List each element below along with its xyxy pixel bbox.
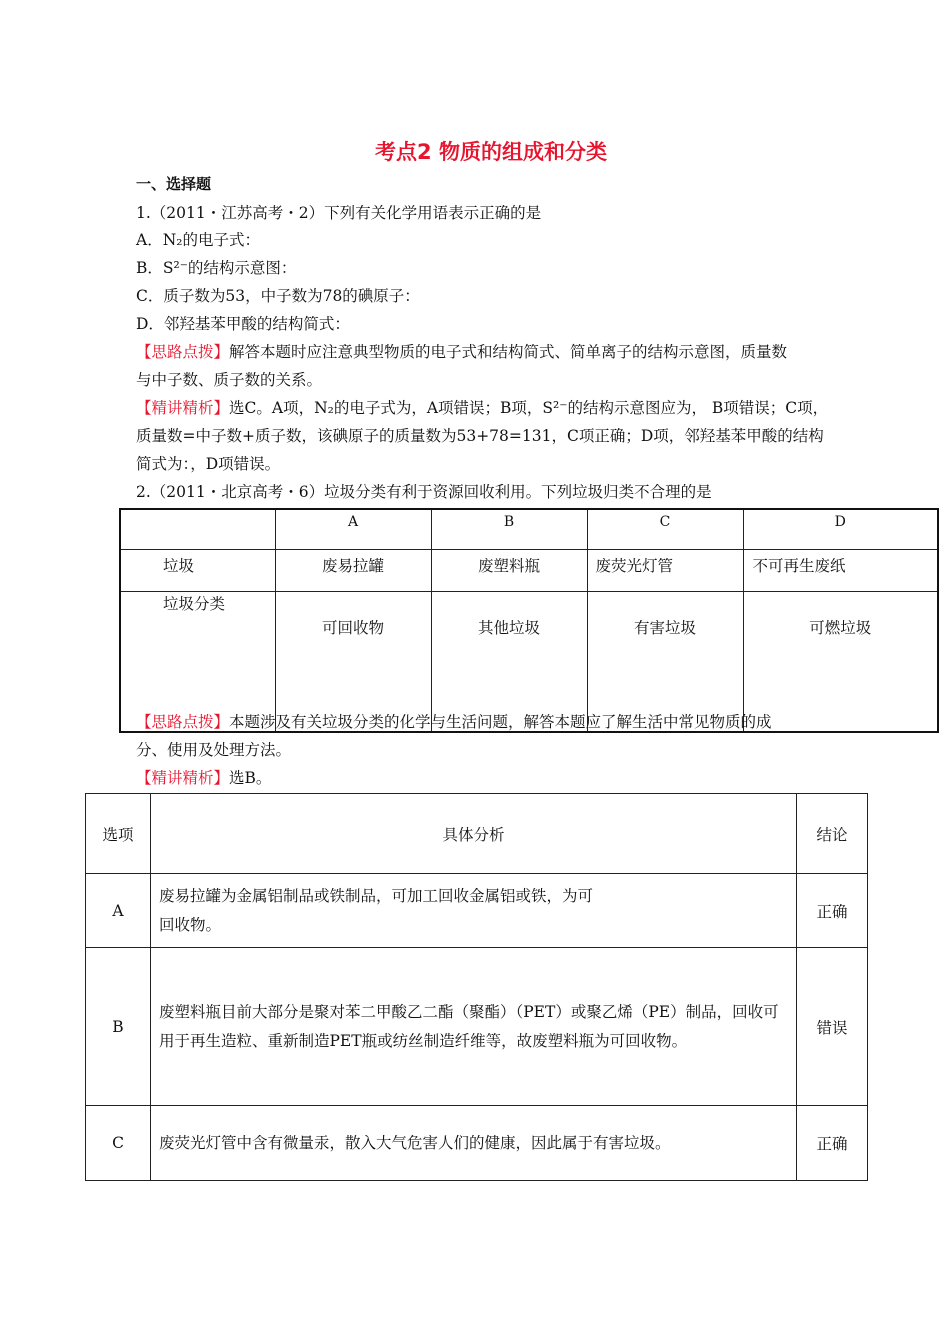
q2-row1-label: 垃圾 xyxy=(120,549,275,591)
q1-hint-tag: 【思路点拨】 xyxy=(136,343,230,361)
q2-row1-c: 废荧光灯管 xyxy=(587,549,743,591)
analysis-header-option: 选项 xyxy=(86,794,151,874)
q1-option-a: A．N₂的电子式： xyxy=(136,231,260,249)
table-row xyxy=(86,1106,868,1181)
analysis-detail-c xyxy=(151,1106,797,1181)
q2-row1-b: 废塑料瓶 xyxy=(431,549,587,591)
q1-analysis-tag: 【精讲精析】 xyxy=(136,399,230,417)
q2-row2-label: 垃圾分类 xyxy=(120,591,275,732)
analysis-detail-a-line2: 回收物。 xyxy=(159,915,222,934)
q2-row2-c: 有害垃圾 xyxy=(587,591,743,732)
q2-analysis xyxy=(136,766,271,788)
analysis-detail-a xyxy=(151,874,797,948)
analysis-detail-c-line1: 废荧光灯管中含有微量汞，散入大气危害人们的健康，因此属于有害垃圾。 xyxy=(159,1133,671,1152)
q2-row2-b: 其他垃圾 xyxy=(431,591,587,732)
q1-hint-line2: 与中子数、质子数的关系。 xyxy=(136,371,323,389)
q2-header-d: D xyxy=(743,509,938,549)
analysis-header-conclusion: 结论 xyxy=(797,794,868,874)
q2-analysis-tag: 【精讲精析】 xyxy=(136,769,230,787)
page-title: 考点2 物质的组成和分类 xyxy=(375,140,607,164)
q2-analysis-text: 选B。 xyxy=(229,769,272,787)
table-row xyxy=(86,948,868,1106)
analysis-conclusion-a: 正确 xyxy=(797,874,868,948)
q1-analysis xyxy=(136,396,828,418)
q1-option-d: D．邻羟基苯甲酸的结构简式： xyxy=(136,315,350,333)
analysis-detail-a-line1: 废易拉罐为金属铝制品或铁制品，可加工回收金属铝或铁，为可 xyxy=(159,886,594,905)
q2-hint xyxy=(136,710,772,732)
q2-row2-a: 可回收物 xyxy=(275,591,431,732)
section-heading: 一、选择题 xyxy=(136,175,212,193)
q1-analysis-line3: 简式为：，D项错误。 xyxy=(136,455,281,473)
analysis-table xyxy=(85,793,868,1181)
q2-header-a: A xyxy=(275,509,431,549)
q2-header-b: B xyxy=(431,509,587,549)
analysis-detail-b-line2: 用于再生造粒、重新制造PET瓶或纺丝制造纤维等，故废塑料瓶为可回收物。 xyxy=(159,1031,688,1050)
table-row xyxy=(86,874,868,948)
q2-hint-line1: 本题涉及有关垃圾分类的化学与生活问题，解答本题应了解生活中常见物质的成 xyxy=(229,713,772,731)
garbage-classification-table xyxy=(119,508,939,733)
analysis-header-detail: 具体分析 xyxy=(151,794,797,874)
analysis-option-b: B xyxy=(86,948,151,1106)
analysis-conclusion-b: 错误 xyxy=(797,948,868,1106)
q2-hint-tag: 【思路点拨】 xyxy=(136,713,230,731)
q2-hint-line2: 分、使用及处理方法。 xyxy=(136,741,292,759)
q1-option-b: B．S²⁻的结构示意图： xyxy=(136,259,297,277)
q2-stem: 2.（2011・北京高考・6）垃圾分类有利于资源回收利用。下列垃圾归类不合理的是 xyxy=(136,483,712,501)
analysis-detail-b-line1: 废塑料瓶目前大部分是聚对苯二甲酸乙二酯（聚酯）（PET）或聚乙烯（PE）制品，回收可 xyxy=(159,1002,779,1021)
analysis-option-a: A xyxy=(86,874,151,948)
q1-stem: 1.（2011・江苏高考・2）下列有关化学用语表示正确的是 xyxy=(136,204,542,222)
q1-option-c: C．质子数为53，中子数为78的碘原子： xyxy=(136,287,420,305)
q1-analysis-line2: 质量数=中子数+质子数，该碘原子的质量数为53+78=131，C项正确；D项，邻羟基苯甲酸的结构 xyxy=(136,427,824,445)
q1-hint xyxy=(136,340,787,362)
q2-row2-d: 可燃垃圾 xyxy=(743,591,938,732)
q2-row1-d: 不可再生废纸 xyxy=(743,549,938,591)
q1-hint-line1: 解答本题时应注意典型物质的电子式和结构简式、简单离子的结构示意图，质量数 xyxy=(229,343,788,361)
analysis-conclusion-c: 正确 xyxy=(797,1106,868,1181)
q2-header-blank xyxy=(120,509,275,549)
q1-analysis-line1: 选C。A项，N₂的电子式为，A项错误；B项，S²⁻的结构示意图应为， B项错误；C项， xyxy=(229,399,829,417)
analysis-option-c: C xyxy=(86,1106,151,1181)
q2-row1-a: 废易拉罐 xyxy=(275,549,431,591)
q2-header-c: C xyxy=(587,509,743,549)
analysis-detail-b xyxy=(151,948,797,1106)
